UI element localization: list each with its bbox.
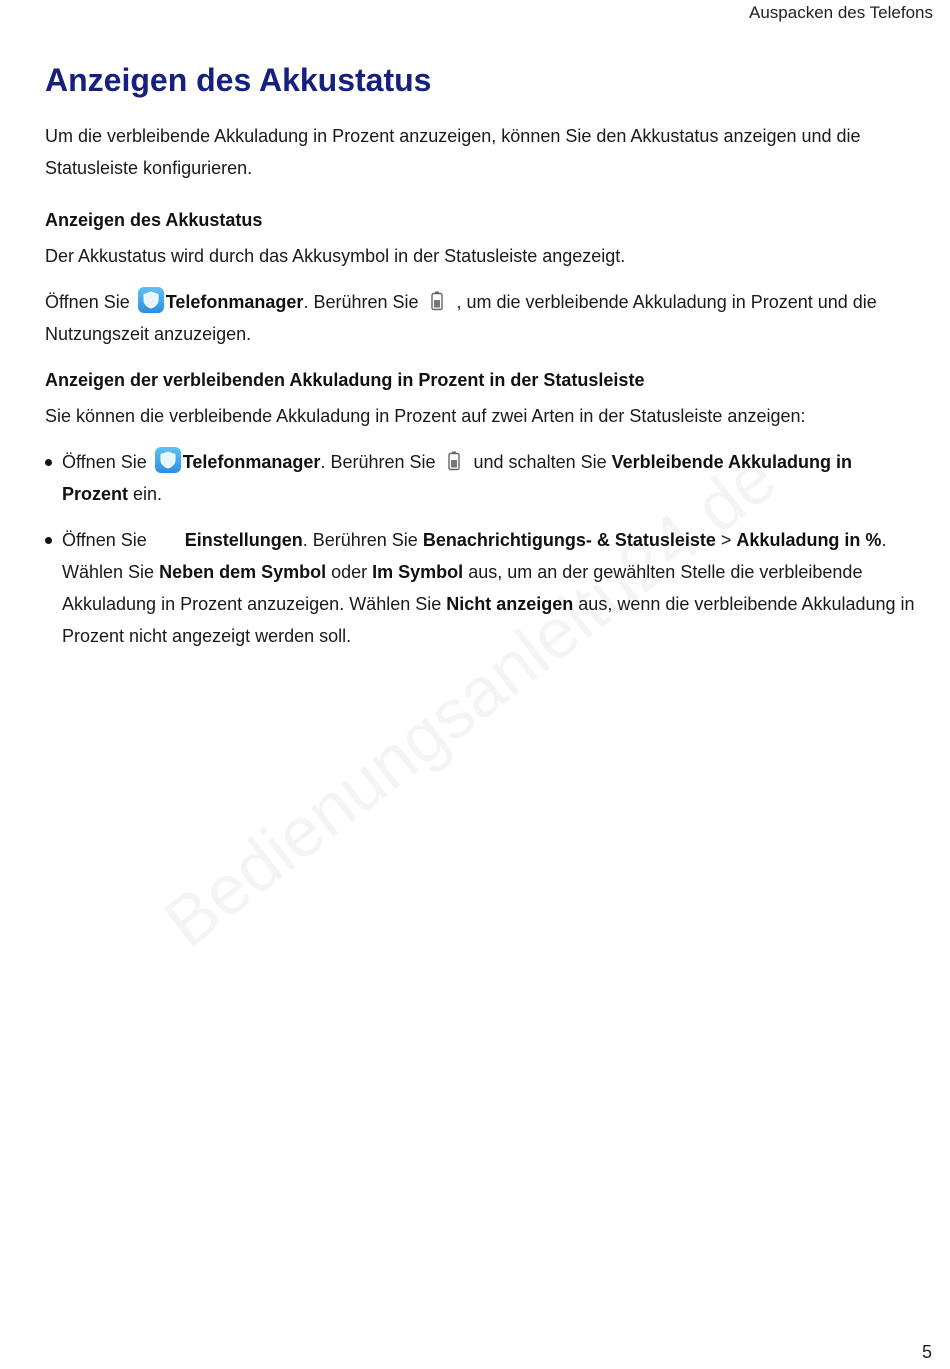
option-neben-dem-symbol: Neben dem Symbol	[159, 562, 327, 582]
page-content	[45, 58, 920, 666]
step-touch-text: . Berühren Sie	[303, 292, 419, 312]
bullet-dot	[45, 459, 52, 466]
option-im-symbol: Im Symbol	[372, 562, 464, 582]
page-number: 5	[921, 1342, 932, 1362]
section-heading-battery-status: Anzeigen des Akkustatus	[45, 210, 263, 230]
app-name-telefonmanager: Telefonmanager	[165, 292, 304, 312]
battery-icon	[431, 289, 443, 309]
bullet1-touch: . Berühren Sie	[320, 452, 436, 472]
option-nicht-anzeigen: Nicht anzeigen	[446, 594, 574, 614]
list-item	[45, 524, 920, 652]
bullet2-touch: . Berühren Sie	[302, 530, 418, 550]
option-verbleibende-akkuladung: Verbleibende Akkuladung in Prozent	[62, 452, 853, 504]
list-item	[45, 446, 920, 510]
bullet1-open: Öffnen Sie	[62, 452, 147, 472]
step-open-text: Öffnen Sie	[45, 292, 130, 312]
bullet-dot	[45, 537, 52, 544]
options-list	[45, 446, 920, 652]
bullet1-switch: und schalten Sie	[473, 452, 607, 472]
app-name-telefonmanager: Telefonmanager	[182, 452, 321, 472]
phone-manager-icon	[155, 447, 181, 473]
app-name-einstellungen: Einstellungen	[184, 530, 303, 550]
section-heading-percent: Anzeigen der verbleibenden Akkuladung in Prozent in der Statusleiste	[45, 370, 645, 390]
running-header: Auspacken des Telefons	[749, 3, 933, 22]
phone-manager-icon	[138, 287, 164, 313]
menu-akkuladung-in-prozent: Akkuladung in %	[736, 530, 882, 550]
bullet2-or: oder	[326, 562, 373, 582]
bullet1-end: ein.	[128, 484, 163, 504]
intro-paragraph: Um die verbleibende Akkuladung in Prozent anzuzeigen, können Sie den Akkustatus anzeigen und die Statusleiste konfigurieren.	[45, 126, 861, 178]
percent-text: Sie können die verbleibende Akkuladung in Prozent auf zwei Arten in der Statusleiste anzeigen:	[45, 406, 806, 426]
bullet2-mid: aus, um an der gewählten Stelle die verbleibende Akkuladung in Prozent anzuzeigen. Wählen Sie	[62, 562, 863, 614]
bullet2-open: Öffnen Sie	[62, 530, 147, 550]
menu-benachrichtigungs-statusleiste: Benachrichtigungs- & Statusleiste	[422, 530, 716, 550]
bullet2-end: aus, wenn die verbleibende Akkuladung in Prozent nicht angezeigt werden soll.	[62, 594, 915, 646]
battery-status-text: Der Akkustatus wird durch das Akkusymbol in der Statusleiste angezeigt.	[45, 246, 626, 266]
battery-status-step	[45, 286, 920, 350]
menu-separator: >	[715, 530, 737, 550]
battery-icon	[448, 449, 460, 469]
bullet2-choose: . Wählen Sie	[62, 530, 887, 582]
page-title: Anzeigen des Akkustatus	[45, 62, 432, 98]
step-rest-text: , um die verbleibende Akkuladung in Prozent und die Nutzungszeit anzuzeigen.	[45, 292, 877, 344]
